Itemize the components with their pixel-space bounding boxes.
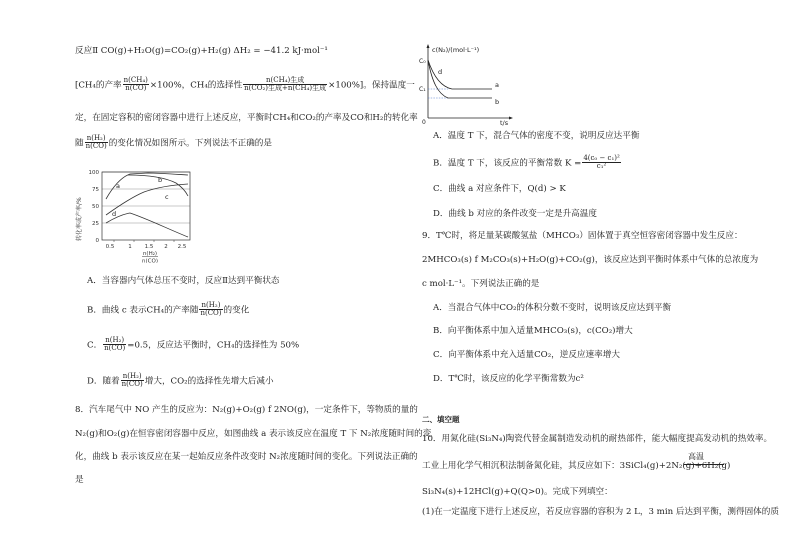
fraction: $\frac{\text{n(CH₄)}}{n(CO)}$ <box>123 76 148 93</box>
x-label-num: n(H₂) <box>142 251 158 257</box>
q10-stem-line: (1)在一定温度下进行上述反应，若反应容器的容积为 2 L，3 min 后达到平衡，测得固体的质 <box>422 507 779 517</box>
label-d: d <box>438 68 443 76</box>
y-tick-label: 50 <box>92 204 99 210</box>
q10-stem-line: Si₃N₄(s)+12HCl(g)+Q(Q>0)。完成下列填空： <box>422 487 613 497</box>
q10-stem-line: 工业上用化学气相沉积法制备氮化硅，其反应如下：3SiCl₄(g)+2N₂(g)+6H₂(g) <box>422 461 731 471</box>
c1-label: C₁ <box>419 86 426 93</box>
y-tick-label: 75 <box>92 187 99 193</box>
curve-label-a: a <box>116 182 120 190</box>
fraction: $\frac{\text{n(CH₄)生成}}{\text{n(CO₂)生成+n(CH₄)生成}}$ <box>244 76 327 93</box>
fraction: $\frac{\text{n(H₂)}}{n(CO)}$ <box>200 301 222 318</box>
fraction: $\frac{\text{n(H₂)}}{n(CO)}$ <box>85 134 107 151</box>
q8-option-c: C．曲线 a 对应条件下，Q(d) > K <box>433 184 566 194</box>
y-tick-label: 0 <box>95 238 99 244</box>
q8-option-d: D．曲线 b 对应的条件改变一定是升高温度 <box>433 209 597 219</box>
option-b: B．曲线 c 表示CH₄的产率随 $\frac{\text{n(H₂)}}{n(CO)}$ 的变化 <box>87 301 250 318</box>
x-tick-label: 2 <box>164 244 168 250</box>
q9-stem-line: c mol·L⁻¹。下列说法正确的是 <box>422 279 540 289</box>
curve-label-c: c <box>165 193 169 201</box>
q8-stem-line: N₂(g)和O₂(g)在恒容密闭容器中反应，如图曲线 a 表示该反应在温度 T 下 N₂浓度随时间的变 <box>75 429 432 439</box>
q8-stem-line: 是 <box>75 475 84 485</box>
option-d: D．随着 $\frac{\text{n(H₂)}}{n(CO)}$ 增大，CO₂的选择性先增大后减小 <box>87 372 274 389</box>
q8-option-a: A．温度 T 下，混合气体的密度不变，说明反应达平衡 <box>433 131 640 141</box>
reaction-arrow-line <box>684 464 724 465</box>
question-stem-line: 定，在固定容积的密闭容器中进行上述反应，平衡时CH₄和CO₂的产率及CO和H₂的转化率 <box>75 113 418 123</box>
x-tick-label: 1.5 <box>144 244 154 250</box>
fraction: $\frac{\text{4(c₀ − c₁)²}}{\text{c₁²}}$ <box>583 154 620 171</box>
x-tick-label: 2.5 <box>177 244 187 250</box>
y-tick-label: 100 <box>88 170 99 176</box>
x-tick-label: 0.5 <box>105 244 115 250</box>
reaction-2: 反应Ⅱ CO(g)+H₂O(g)=CO₂(g)+H₂(g) ΔH₂ = −41.2 kJ·mol⁻¹ <box>75 46 328 56</box>
definition-line: [CH₄的产率 $\frac{\text{n(CH₄)}}{n(CO)}$ ×100%，CH₄的选择性 $\frac{\text{n(CH₄)生成}}{\text{n(CO₂)生成+n(CH₄)生成}}$ ×100%]。保持温度一 <box>75 76 415 93</box>
q9-option-d: D．T℃时，该反应的化学平衡常数为c² <box>433 374 584 384</box>
x-tick-labels <box>106 244 187 250</box>
q9-stem-line: 9．T℃时，将足量某碳酸氢盐（MHCO₃）固体置于真空恒容密闭容器中发生反应： <box>422 231 743 241</box>
y-tick-labels <box>89 170 100 244</box>
question-stem-line: 随 $\frac{\text{n(H₂)}}{n(CO)}$ 的变化情况如图所示。下列说法不正确的是 <box>75 134 272 151</box>
curve-label-d: d <box>112 210 117 218</box>
q8-option-b: B．温度 T 下，该反应的平衡常数 K = $\frac{\text{4(c₀ − c₁)²}}{\text{c₁²}}$ <box>433 154 620 171</box>
conversion-yield-graph <box>72 163 202 263</box>
label-a: a <box>495 81 499 89</box>
x-axis-label: t/s <box>500 119 509 126</box>
q9-option-a: A．当混合气体中CO₂的体积分数不变时，说明该反应达到平衡 <box>433 303 672 313</box>
q9-option-c: C．向平衡体系中充入适量CO₂，逆反应速率增大 <box>433 350 620 360</box>
q9-option-b: B．向平衡体系中加入适量MHCO₃(s)，c(CO₂)增大 <box>433 326 633 336</box>
graph-y-label: 转化率或产率/% <box>76 197 83 241</box>
q10-stem-line: 10．用氮化硅(Si₃N₄)陶瓷代替金属制造发动机的耐热部件，能大幅度提高发动机的热效率。 <box>422 434 773 444</box>
origin-label: 0 <box>422 119 426 126</box>
concentration-time-graph <box>418 42 518 126</box>
x-tick-label: 1 <box>128 244 132 250</box>
q9-stem-line: 2MHCO₃(s) f M₂CO₃(s)+H₂O(g)+CO₂(g)，该反应达到平衡时体系中气体的总浓度为 <box>422 255 759 265</box>
option-c: C． $\frac{\text{n(H₂)}}{n(CO)}$ =0.5，反应达平衡时，CH₄的选择性为 50% <box>87 336 300 353</box>
graph-y-label: c(N₂)/(mol·L⁻¹) <box>432 46 480 54</box>
label-b: b <box>495 98 500 106</box>
curve-label-b: b <box>158 176 163 184</box>
c0-label: C₀ <box>419 58 426 65</box>
option-a: A．当容器内气体总压不变时，反应Ⅱ达到平衡状态 <box>87 276 280 286</box>
section-heading: 二、填空题 <box>422 415 460 424</box>
x-label-den: n(CO) <box>142 258 158 263</box>
reaction-condition: 高温 <box>688 452 704 461</box>
fraction: $\frac{\text{n(H₂)}}{n(CO)}$ <box>104 336 126 353</box>
q8-stem-line: 化，曲线 b 表示该反应在某一起始反应条件改变时 N₂浓度随时间的变化。下列说法正确的 <box>75 452 418 462</box>
q8-stem-line: 8．汽车尾气中 NO 产生的反应为：N₂(g)+O₂(g) f 2NO(g)，一定条件下，等物质的量的 <box>75 405 418 415</box>
y-tick-label: 25 <box>92 221 99 227</box>
curve-d <box>106 213 188 237</box>
fraction: $\frac{\text{n(H₂)}}{n(CO)}$ <box>121 372 143 389</box>
